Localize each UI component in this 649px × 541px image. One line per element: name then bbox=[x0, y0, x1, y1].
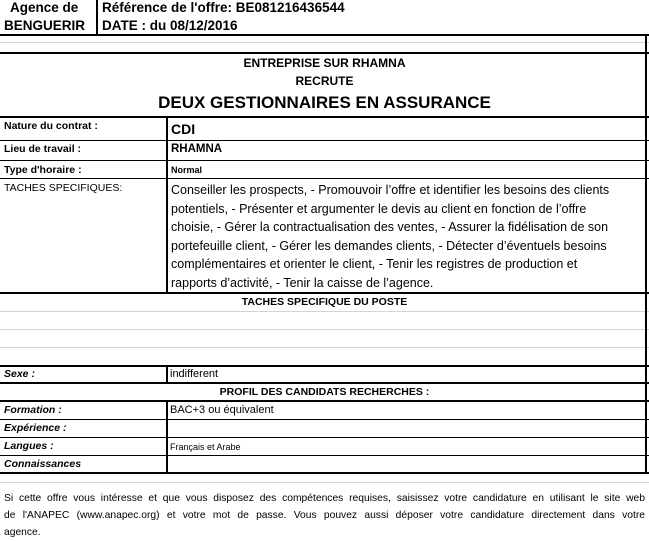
agency-name: BENGUERIR bbox=[4, 18, 86, 33]
work-place-label: Lieu de travail : bbox=[4, 143, 82, 155]
languages-label: Langues : bbox=[4, 440, 54, 452]
footer-top-border bbox=[0, 472, 649, 474]
right-border bbox=[645, 34, 647, 473]
grid-line bbox=[0, 329, 649, 330]
title-top-border bbox=[0, 34, 649, 36]
tasks-line: portefeuille client, - Gérer les demandes clients, - Détecter d’éventuels besoins bbox=[171, 238, 607, 253]
sex-value: indifferent bbox=[170, 368, 219, 380]
tasks-line: complémentaires et orienter le client, - Tenir les registres de production et bbox=[171, 257, 578, 271]
schedule-value: Normal bbox=[171, 165, 203, 175]
row-border bbox=[0, 160, 649, 161]
profile-header: PROFIL DES CANDIDATS RECHERCHES : bbox=[219, 386, 430, 398]
tasks-line: choisie, - Gérer la contractualisation des ventes, - Assurer la fidélisation de son bbox=[171, 220, 609, 234]
sex-label: Sexe : bbox=[4, 368, 35, 380]
job-title: DEUX GESTIONNAIRES EN ASSURANCE bbox=[158, 93, 491, 112]
tasks-line: rapports d’activité, - Tenir la caisse de l’agence. bbox=[171, 275, 434, 290]
label-column-divider bbox=[166, 116, 168, 293]
languages-value: Français et Arabe bbox=[170, 442, 241, 452]
row-border bbox=[0, 419, 649, 420]
tasks-label: TACHES SPECIFIQUES: bbox=[4, 182, 123, 194]
work-place-value: RHAMNA bbox=[171, 143, 223, 155]
footer-line: Si cette offre vous intéresse et que vous disposez des compétences requises, saisissez votre candidature en utilisant le site web bbox=[4, 493, 645, 504]
footer-line: agence. bbox=[4, 527, 41, 538]
tasks-text bbox=[171, 181, 647, 292]
sex-top-border bbox=[0, 365, 649, 367]
post-tasks-header: TACHES SPECIFIQUE DU POSTE bbox=[241, 296, 408, 308]
offer-reference: Référence de l'offre: BE081216436544 bbox=[102, 0, 345, 15]
header-divider bbox=[96, 0, 98, 34]
formation-label: Formation : bbox=[4, 404, 62, 416]
agency-label: Agence de bbox=[10, 0, 79, 15]
row-border bbox=[0, 455, 649, 456]
tasks-bottom-border bbox=[0, 292, 649, 294]
grid-line bbox=[0, 311, 649, 312]
contract-top-border bbox=[0, 116, 649, 118]
formation-value: BAC+3 ou équivalent bbox=[170, 404, 274, 416]
company-name: ENTREPRISE SUR RHAMNA bbox=[243, 56, 406, 70]
grid-line bbox=[0, 482, 649, 483]
recruits-label: RECRUTE bbox=[295, 74, 354, 88]
footer-line: de l'ANAPEC (www.anapec.org) et votre mot de passe. Vous pouvez aussi déposer votre candidature directement dans votre bbox=[4, 510, 645, 521]
experience-label: Expérience : bbox=[4, 422, 67, 434]
schedule-label: Type d'horaire : bbox=[4, 164, 82, 176]
grid-line bbox=[0, 347, 649, 348]
contract-type-label: Nature du contrat : bbox=[4, 120, 98, 132]
tasks-line: potentiels, - Présenter et argumenter le devis au client en fonction de l’offre bbox=[171, 201, 587, 216]
offer-date: DATE : du 08/12/2016 bbox=[102, 18, 238, 33]
row-border bbox=[0, 140, 649, 141]
grid-line bbox=[0, 42, 649, 43]
footer-note bbox=[4, 490, 645, 541]
sex-column-divider bbox=[166, 365, 168, 383]
profile-table-border bbox=[0, 400, 649, 402]
title-band-border bbox=[0, 52, 649, 54]
tasks-line: Conseiller les prospects, - Promouvoir l’offre et identifier les besoins des clients bbox=[171, 183, 610, 197]
profile-header-border bbox=[0, 382, 649, 384]
row-border bbox=[0, 437, 649, 438]
contract-type-value: CDI bbox=[171, 121, 196, 137]
row-border bbox=[0, 178, 649, 179]
grid-line bbox=[0, 17, 96, 18]
knowledge-label: Connaissances bbox=[4, 458, 82, 470]
